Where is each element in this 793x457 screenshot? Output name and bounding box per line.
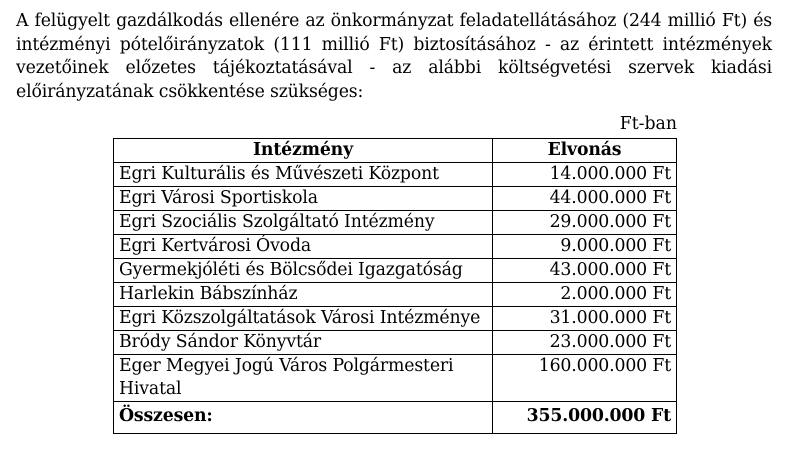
withdrawal-amount: 43.000.000 Ft bbox=[493, 259, 677, 283]
table-row bbox=[114, 331, 677, 355]
withdrawal-amount: 160.000.000 Ft bbox=[493, 355, 677, 402]
institution-name: Egri Közszolgáltatások Városi Intézménye bbox=[114, 307, 493, 331]
institution-name: Eger Megyei Jogú Város Polgármesteri Hivatal bbox=[114, 355, 493, 402]
table-row bbox=[114, 283, 677, 307]
withdrawal-amount: 29.000.000 Ft bbox=[493, 211, 677, 235]
table-row bbox=[114, 355, 677, 402]
withdrawal-table bbox=[113, 138, 677, 434]
institution-name: Gyermekjóléti és Bölcsődei Igazgatóság bbox=[114, 259, 493, 283]
withdrawal-amount: 2.000.000 Ft bbox=[493, 283, 677, 307]
withdrawal-amount: 23.000.000 Ft bbox=[493, 331, 677, 355]
institution-name: Harlekin Bábszínház bbox=[114, 283, 493, 307]
withdrawal-amount: 9.000.000 Ft bbox=[493, 235, 677, 259]
intro-line-4: előirányzatának csökkentése szükséges: bbox=[16, 81, 364, 102]
total-label: Összesen: bbox=[114, 402, 493, 434]
institution-name: Egri Szociális Szolgáltató Intézmény bbox=[114, 211, 493, 235]
header-withdrawal: Elvonás bbox=[493, 139, 677, 163]
intro-paragraph bbox=[16, 10, 772, 104]
withdrawal-amount: 31.000.000 Ft bbox=[493, 307, 677, 331]
table-header-row bbox=[114, 139, 677, 163]
table-row bbox=[114, 307, 677, 331]
table-row bbox=[114, 259, 677, 283]
institution-name: Egri Városi Sportiskola bbox=[114, 187, 493, 211]
table-row bbox=[114, 187, 677, 211]
currency-unit-label: Ft-ban bbox=[619, 114, 677, 134]
withdrawal-amount: 14.000.000 Ft bbox=[493, 163, 677, 187]
header-institution: Intézmény bbox=[114, 139, 493, 163]
institution-name: Egri Kertvárosi Óvoda bbox=[114, 235, 493, 259]
table-row bbox=[114, 211, 677, 235]
total-row bbox=[114, 402, 677, 434]
table-row bbox=[114, 235, 677, 259]
intro-line-1: A felügyelt gazdálkodás ellenére az önkormányzat feladatellátásához (244 millió Ft) és bbox=[16, 11, 772, 31]
table-row bbox=[114, 163, 677, 187]
institution-name: Bródy Sándor Könyvtár bbox=[114, 331, 493, 355]
intro-line-2: intézményi pótelőirányzatok (111 millió Ft) biztosításához - az érintett intézmények bbox=[16, 34, 772, 55]
total-amount: 355.000.000 Ft bbox=[493, 402, 677, 434]
withdrawal-amount: 44.000.000 Ft bbox=[493, 187, 677, 211]
intro-line-3: vezetőinek előzetes tájékoztatásával - az alábbi költségvetési szervek kiadási bbox=[16, 58, 772, 78]
institution-name: Egri Kulturális és Művészeti Központ bbox=[114, 163, 493, 187]
